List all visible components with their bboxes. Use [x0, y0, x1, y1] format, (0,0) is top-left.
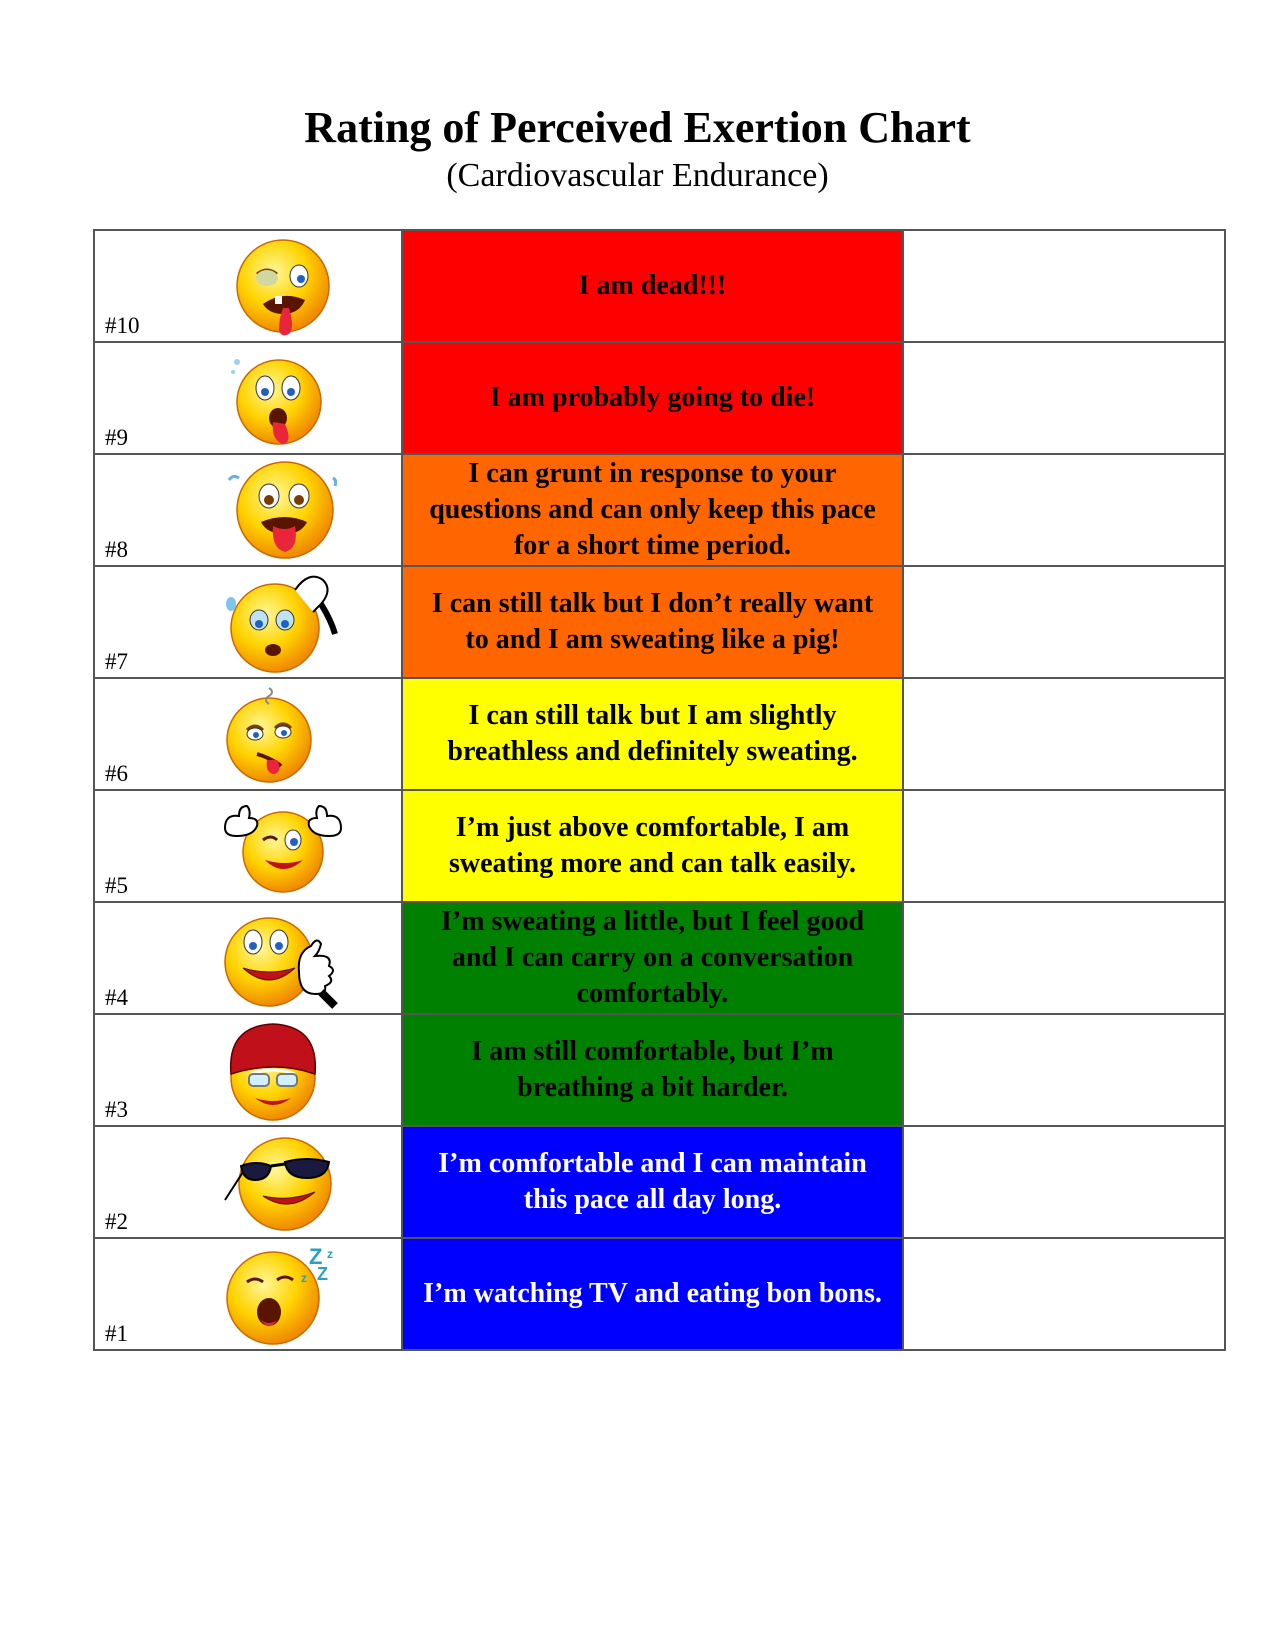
sunglasses-face-icon	[223, 1130, 343, 1234]
rating-number: #8	[105, 537, 128, 562]
notes-cell	[903, 1014, 1225, 1126]
exertion-description: I am probably going to die!	[402, 342, 903, 454]
exertion-description: I’m just above comfortable, I am sweating more and can talk easily.	[402, 790, 903, 902]
notes-cell	[903, 342, 1225, 454]
rpe-row	[94, 230, 1225, 342]
rating-number: #7	[105, 649, 128, 674]
dead-face-icon	[223, 234, 343, 338]
notes-cell	[903, 902, 1225, 1014]
rating-cell	[94, 454, 402, 566]
rpe-row	[94, 1014, 1225, 1126]
svg-text:z: z	[327, 1247, 333, 1261]
rpe-table	[93, 229, 1226, 1351]
notes-cell	[903, 566, 1225, 678]
rating-number: #6	[105, 761, 128, 786]
tongue-out-face-icon	[223, 458, 343, 562]
notes-cell	[903, 1238, 1225, 1350]
rpe-row	[94, 342, 1225, 454]
exertion-description: I can grunt in response to your questions and can only keep this pace for a short time period.	[402, 454, 903, 566]
rating-number: #9	[105, 425, 128, 450]
rating-cell	[94, 902, 402, 1014]
thumbs-up-face-icon	[223, 794, 343, 898]
sleeping-face-icon	[223, 1242, 343, 1346]
notes-cell	[903, 678, 1225, 790]
breathless-face-icon	[223, 682, 343, 786]
rpe-row	[94, 1126, 1225, 1238]
rpe-row	[94, 566, 1225, 678]
rating-cell	[94, 1238, 402, 1350]
notes-cell	[903, 454, 1225, 566]
svg-text:Z: Z	[317, 1264, 328, 1284]
page-subtitle: (Cardiovascular Endurance)	[446, 157, 829, 194]
exertion-description: I am dead!!!	[402, 230, 903, 342]
rpe-row	[94, 678, 1225, 790]
exertion-description: I can still talk but I don’t really want to and I am sweating like a pig!	[402, 566, 903, 678]
rating-number: #4	[105, 985, 128, 1010]
rating-cell	[94, 566, 402, 678]
rating-number: #2	[105, 1209, 128, 1234]
svg-text:z: z	[301, 1271, 307, 1285]
rating-number: #10	[105, 313, 140, 338]
rating-cell	[94, 678, 402, 790]
exertion-description: I’m watching TV and eating bon bons.	[402, 1238, 903, 1350]
rating-cell	[94, 1126, 402, 1238]
rating-number: #3	[105, 1097, 128, 1122]
rpe-row	[94, 454, 1225, 566]
rating-cell	[94, 1014, 402, 1126]
rpe-row	[94, 1238, 1225, 1350]
rpe-row	[94, 902, 1225, 1014]
happy-thumb-face-icon	[223, 906, 343, 1010]
exertion-description: I’m sweating a little, but I feel good and I can carry on a conversation comfortably.	[402, 902, 903, 1014]
notes-cell	[903, 1126, 1225, 1238]
cap-glasses-face-icon	[223, 1018, 343, 1122]
notes-cell	[903, 790, 1225, 902]
rating-cell	[94, 230, 402, 342]
svg-text:Z: Z	[309, 1244, 323, 1269]
exertion-description: I’m comfortable and I can maintain this pace all day long.	[402, 1126, 903, 1238]
sweating-face-icon	[223, 570, 343, 674]
notes-cell	[903, 230, 1225, 342]
rating-cell	[94, 790, 402, 902]
rating-number: #5	[105, 873, 128, 898]
exhausted-face-icon	[223, 346, 343, 450]
rpe-row	[94, 790, 1225, 902]
exertion-description: I am still comfortable, but I’m breathing a bit harder.	[402, 1014, 903, 1126]
exertion-description: I can still talk but I am slightly breathless and definitely sweating.	[402, 678, 903, 790]
page-title: Rating of Perceived Exertion Chart	[304, 103, 971, 152]
rating-number: #1	[105, 1321, 128, 1346]
rating-cell	[94, 342, 402, 454]
